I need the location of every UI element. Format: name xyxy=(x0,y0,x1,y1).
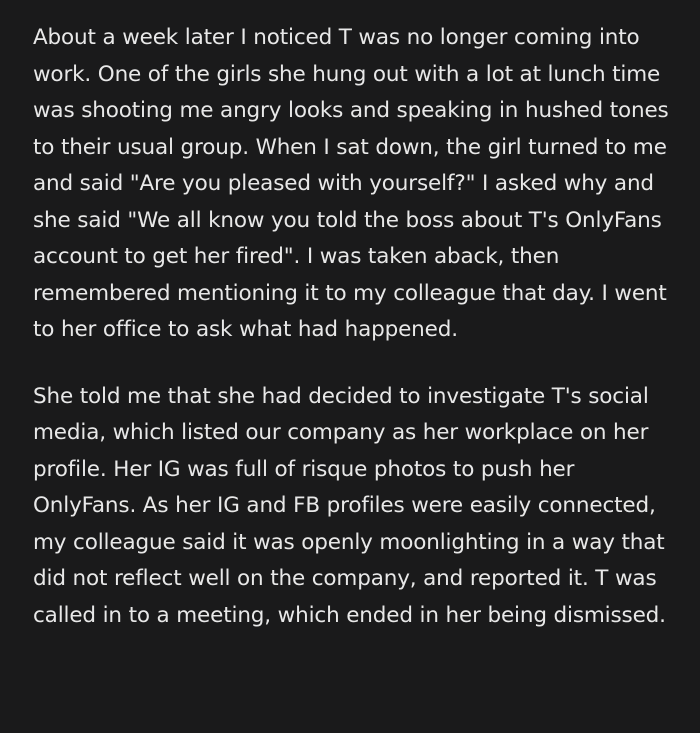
post-paragraph-2: She told me that she had decided to investigate T's social media, which listed our company as her workplace on her profile. Her IG was full of risque photos to push her OnlyFans. As her IG and FB profiles were easily connected, my colleague said it was openly moonlighting in a way that did not reflect well on the company, and reported it. T was called in to a meeting, which ended in her being dismissed. xyxy=(33,383,666,628)
post-paragraph-1: About a week later I noticed T was no longer coming into work. One of the girls she hung out with a lot at lunch time was shooting me angry looks and speaking in hushed tones to their usual group. When I sat down, the girl turned to me and said "Are you pleased with yourself?" I asked why and she said "We all know you told the boss about T's OnlyFans account to get her fired". I was taken aback, then remembered mentioning it to my colleague that day. I went to her office to ask what had happened. xyxy=(33,25,669,342)
